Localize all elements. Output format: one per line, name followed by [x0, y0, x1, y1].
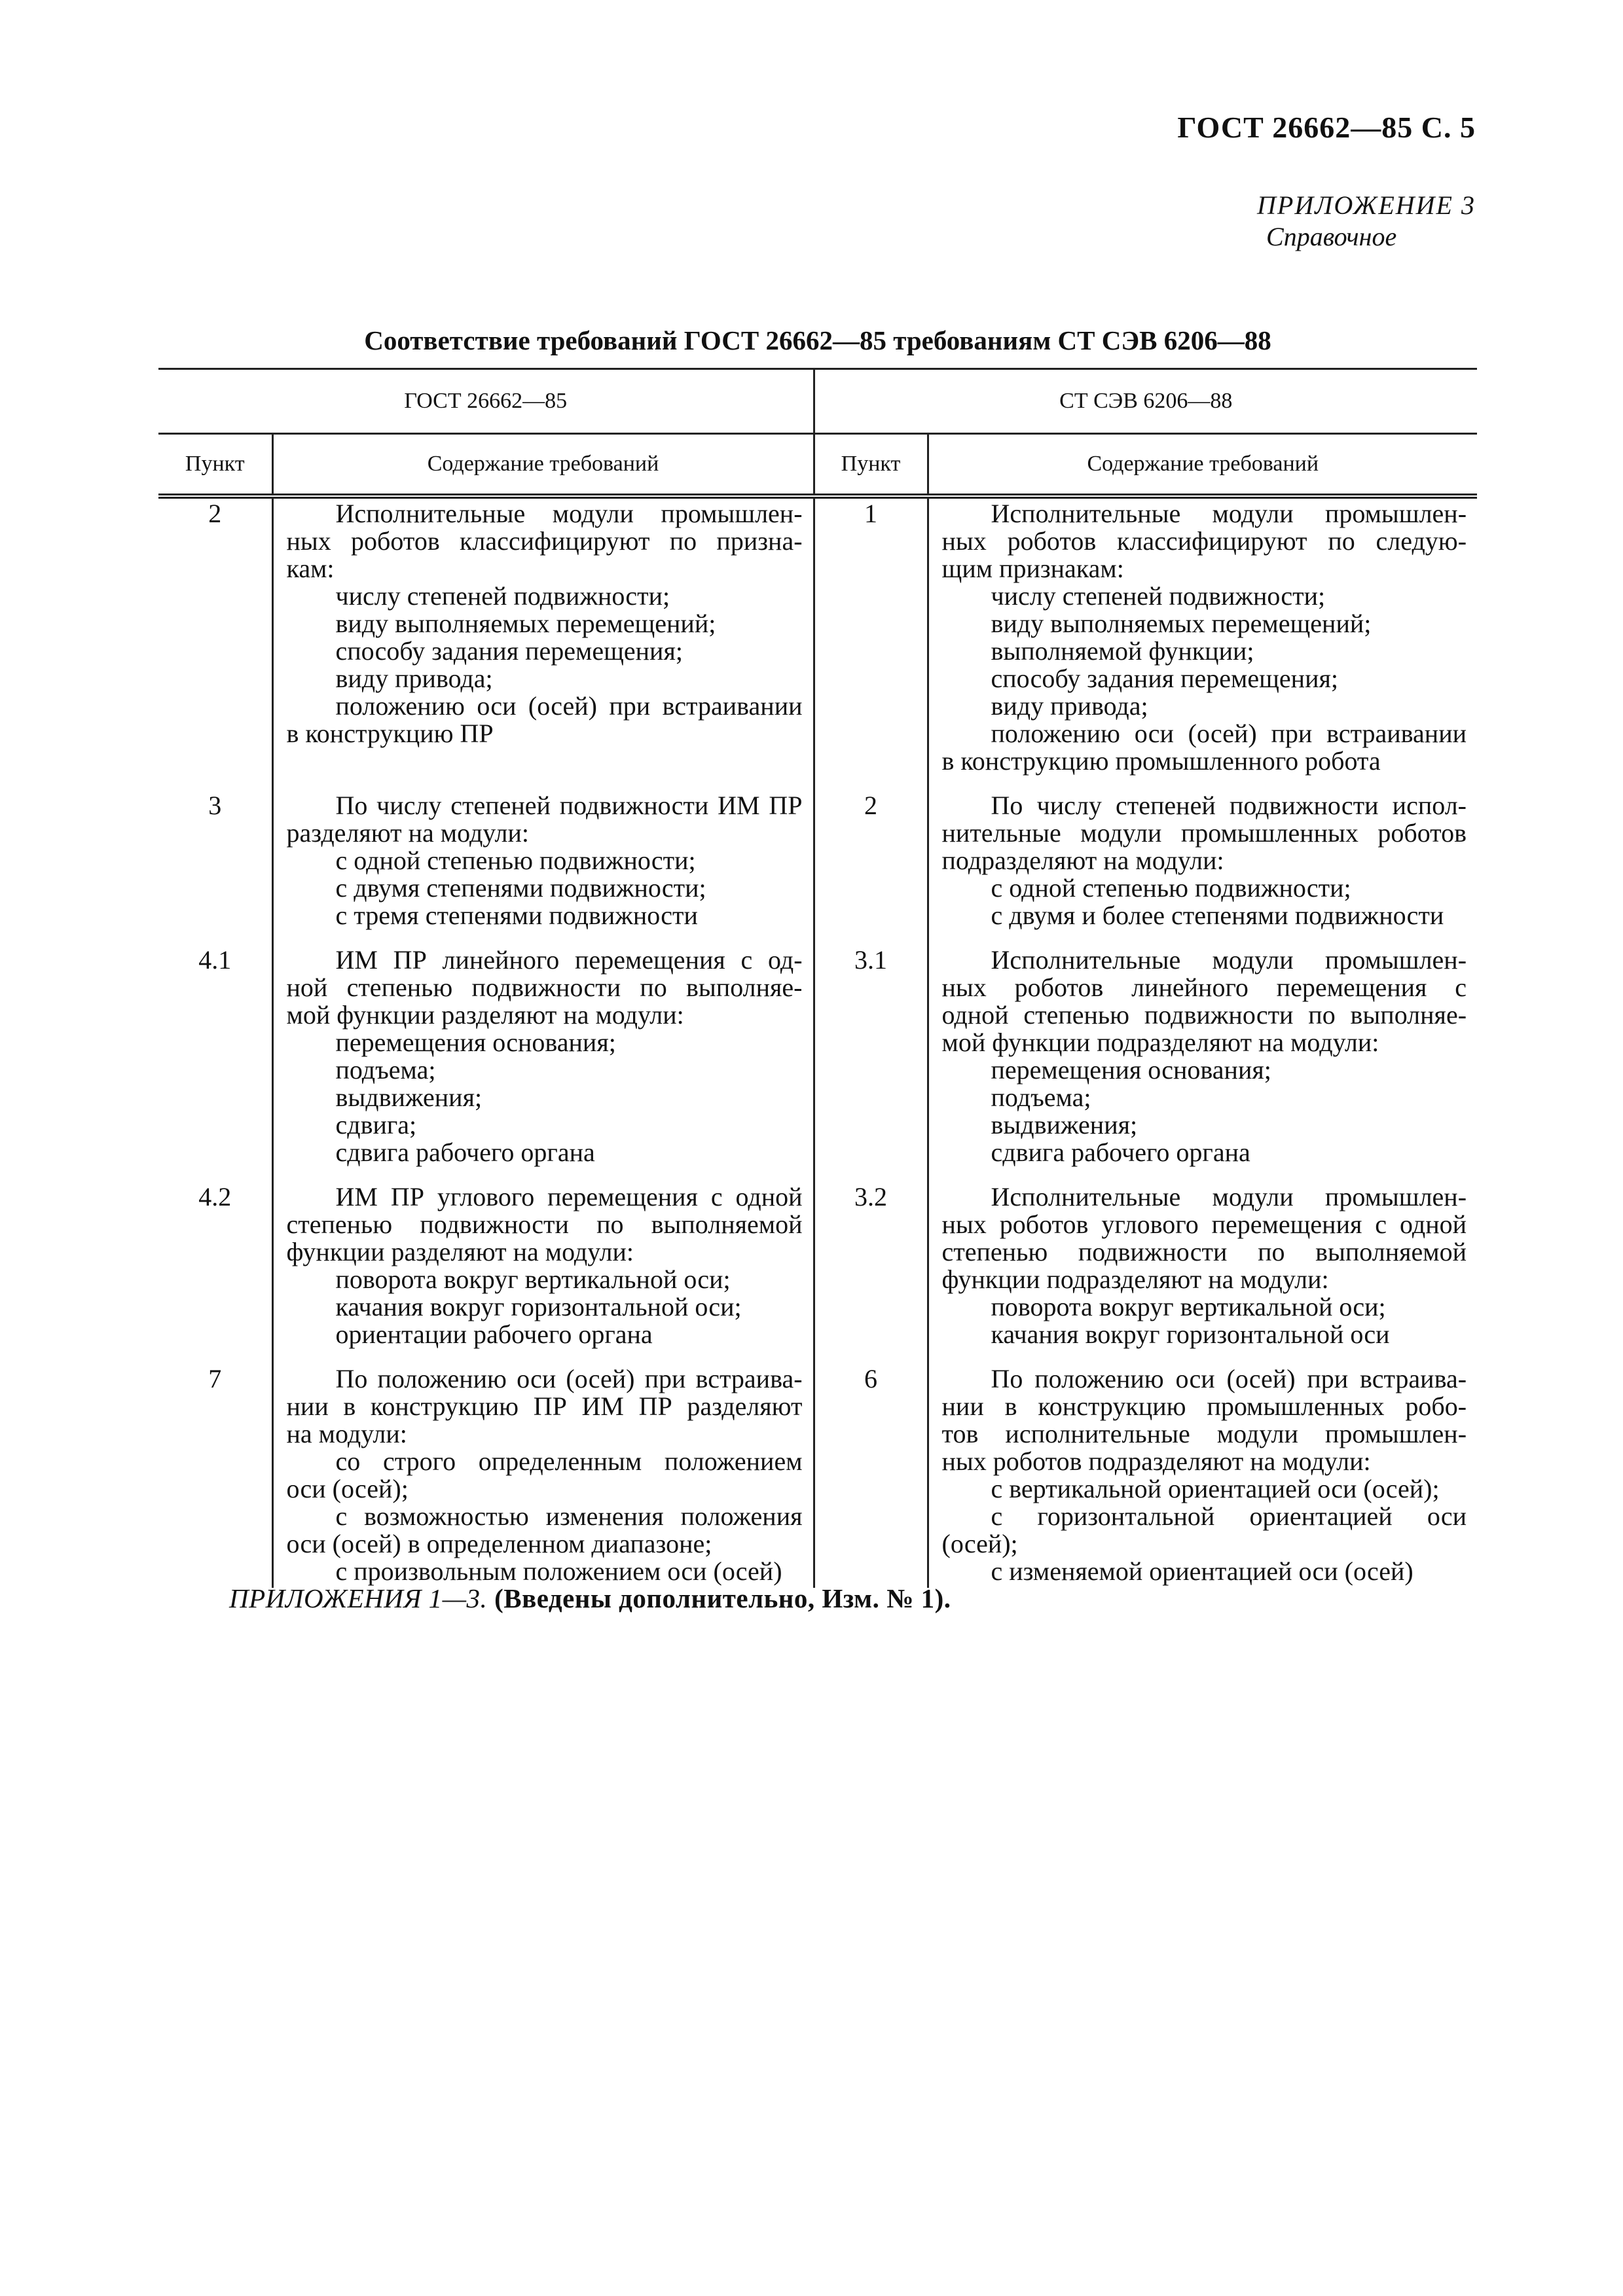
content-line: степенью подвижности по выполняемой [941, 1237, 1467, 1266]
content-line: оси (осей) в определенном диапазоне; [286, 1529, 712, 1558]
gost-point: 3 [208, 791, 222, 820]
content-line: подразделяют на модули: [941, 846, 1224, 875]
content-line: перемещения основания; [991, 1055, 1271, 1085]
content-line: мой функции подразделяют на модули: [941, 1028, 1379, 1057]
content-line: выполняемой функции; [991, 636, 1254, 666]
content-line: разделяют на модули: [286, 818, 530, 848]
table-row [158, 1182, 1477, 1364]
content-line: с двумя и более степенями подвижности [991, 901, 1444, 930]
content-line: Исполнительные модули промышлен- [991, 945, 1467, 975]
content-line: (осей); [941, 1529, 1018, 1558]
content-line: с горизонтальной ориентацией оси [991, 1501, 1467, 1531]
footnote [229, 1583, 951, 1614]
sev-content [928, 1364, 1477, 1588]
content-line: ной степенью подвижности по выполняе- [286, 973, 803, 1002]
col-header-sev-content: Содержание требований [928, 434, 1477, 497]
content-line: с возможностью изменения положения [335, 1501, 803, 1531]
content-line: с двумя степенями подвижности; [335, 873, 706, 903]
gost-content [272, 496, 814, 791]
col-header-sev-point: Пункт [814, 434, 928, 497]
content-line: с произвольным положением оси (осей) [335, 1556, 782, 1586]
group-header-row [158, 369, 1477, 434]
sev-point: 1 [814, 496, 928, 791]
footnote-ref: ПРИЛОЖЕНИЯ 1—3. [229, 1583, 488, 1613]
content-line: ных роботов классифицируют по следую- [941, 526, 1467, 556]
column-header-row [158, 434, 1477, 497]
sev-point: 3.2 [814, 1182, 928, 1364]
content-line: По числу степеней подвижности испол- [991, 791, 1467, 820]
gost-content [272, 945, 814, 1182]
appendix-type: Справочное [1266, 222, 1397, 251]
gost-point: 7 [208, 1364, 222, 1393]
content-line: качания вокруг горизонтальной оси [991, 1319, 1390, 1349]
content-line: степенью подвижности по выполняемой [286, 1210, 803, 1239]
content-line: мой функции разделяют на модули: [286, 1000, 684, 1030]
content-line: числу степеней подвижности; [991, 581, 1326, 611]
content-line: Исполнительные модули промышлен- [991, 1182, 1467, 1211]
content-line: виду привода; [335, 664, 493, 693]
gost-point: 4.1 [198, 945, 232, 975]
content-line: По числу степеней подвижности ИМ ПР [335, 791, 803, 820]
content-line: с изменяемой ориентацией оси (осей) [991, 1556, 1413, 1586]
content-line: на модули: [286, 1419, 407, 1448]
content-line: выдвижения; [991, 1110, 1138, 1139]
content-line: нительные модули промышленных роботов [941, 818, 1467, 848]
content-line: виду привода; [991, 691, 1148, 721]
sev-point: 6 [814, 1364, 928, 1588]
content-line: По положению оси (осей) при встраива- [335, 1364, 803, 1393]
content-line: щим признакам: [941, 554, 1124, 583]
content-line: нии в конструкцию промышленных робо- [941, 1391, 1467, 1421]
gost-content [272, 1364, 814, 1588]
content-line: перемещения основания; [335, 1028, 616, 1057]
sev-content [928, 1182, 1477, 1364]
content-line: нии в конструкцию ПР ИМ ПР разделяют [286, 1391, 803, 1421]
gost-point: 4.2 [198, 1182, 232, 1211]
content-line: подъема; [991, 1083, 1091, 1112]
content-line: в конструкцию промышленного робота [941, 746, 1381, 776]
gost-point: 2 [208, 499, 222, 528]
requirements-table [158, 368, 1477, 1588]
content-line: положению оси (осей) при встраивании [335, 691, 803, 721]
col-header-gost-content: Содержание требований [272, 434, 814, 497]
content-line: выдвижения; [335, 1083, 483, 1112]
content-line: виду выполняемых перемещений; [991, 609, 1372, 638]
sev-content [928, 496, 1477, 791]
content-line: кам: [286, 554, 335, 583]
content-line: способу задания перемещения; [991, 664, 1338, 693]
content-line: подъема; [335, 1055, 436, 1085]
content-line: ных роботов углового перемещения с одной [941, 1210, 1467, 1239]
table-title: Соответствие требований ГОСТ 26662—85 требованиям СТ СЭВ 6206—88 [364, 325, 1271, 355]
content-line: с одной степенью подвижности; [335, 846, 696, 875]
content-line: с одной степенью подвижности; [991, 873, 1351, 903]
content-line: одной степенью подвижности по выполняе- [941, 1000, 1467, 1030]
content-line: ных роботов подразделяют на модули: [941, 1446, 1371, 1476]
sev-point: 3.1 [814, 945, 928, 1182]
sev-point: 2 [814, 791, 928, 945]
content-line: с тремя степенями подвижности [335, 901, 698, 930]
group-header-sev: СТ СЭВ 6206—88 [814, 369, 1477, 434]
table-row [158, 945, 1477, 1182]
appendix-number: ПРИЛОЖЕНИЕ 3 [1257, 190, 1476, 220]
appendix-label [1257, 190, 1476, 253]
sev-content [928, 945, 1477, 1182]
content-line: оси (осей); [286, 1474, 409, 1503]
content-line: По положению оси (осей) при встраива- [991, 1364, 1467, 1393]
content-line: Исполнительные модули промышлен- [991, 499, 1467, 528]
content-line: способу задания перемещения; [335, 636, 683, 666]
content-line: виду выполняемых перемещений; [335, 609, 716, 638]
content-line: ных роботов линейного перемещения с [941, 973, 1467, 1002]
content-line: в конструкцию ПР [286, 719, 494, 748]
content-line: ИМ ПР углового перемещения с одной [335, 1182, 803, 1211]
table-row [158, 1364, 1477, 1588]
content-line: поворота вокруг вертикальной оси; [335, 1265, 731, 1294]
content-line: Исполнительные модули промышлен- [335, 499, 803, 528]
gost-content [272, 791, 814, 945]
gost-content [272, 1182, 814, 1364]
page-header: ГОСТ 26662—85 С. 5 [1177, 111, 1476, 144]
content-line: с вертикальной ориентацией оси (осей); [991, 1474, 1440, 1503]
content-line: тов исполнительные модули промышлен- [941, 1419, 1467, 1448]
content-line: со строго определенным положением [335, 1446, 803, 1476]
content-line: качания вокруг горизонтальной оси; [335, 1292, 742, 1321]
footnote-text: (Введены дополнительно, Изм. № 1). [494, 1583, 951, 1613]
content-line: положению оси (осей) при встраивании [991, 719, 1467, 748]
content-line: сдвига рабочего органа [991, 1138, 1250, 1167]
content-line: ИМ ПР линейного перемещения с од- [335, 945, 803, 975]
table-row [158, 496, 1477, 791]
table-row [158, 791, 1477, 945]
content-line: сдвига; [335, 1110, 417, 1139]
table-body [158, 496, 1477, 1588]
content-line: сдвига рабочего органа [335, 1138, 595, 1167]
content-line: ных роботов классифицируют по призна- [286, 526, 803, 556]
sev-content [928, 791, 1477, 945]
content-line: функции подразделяют на модули: [941, 1265, 1329, 1294]
content-line: ориентации рабочего органа [335, 1319, 653, 1349]
content-line: функции разделяют на модули: [286, 1237, 634, 1266]
col-header-gost-point: Пункт [158, 434, 272, 497]
content-line: числу степеней подвижности; [335, 581, 670, 611]
content-line: поворота вокруг вертикальной оси; [991, 1292, 1386, 1321]
group-header-gost: ГОСТ 26662—85 [158, 369, 814, 434]
